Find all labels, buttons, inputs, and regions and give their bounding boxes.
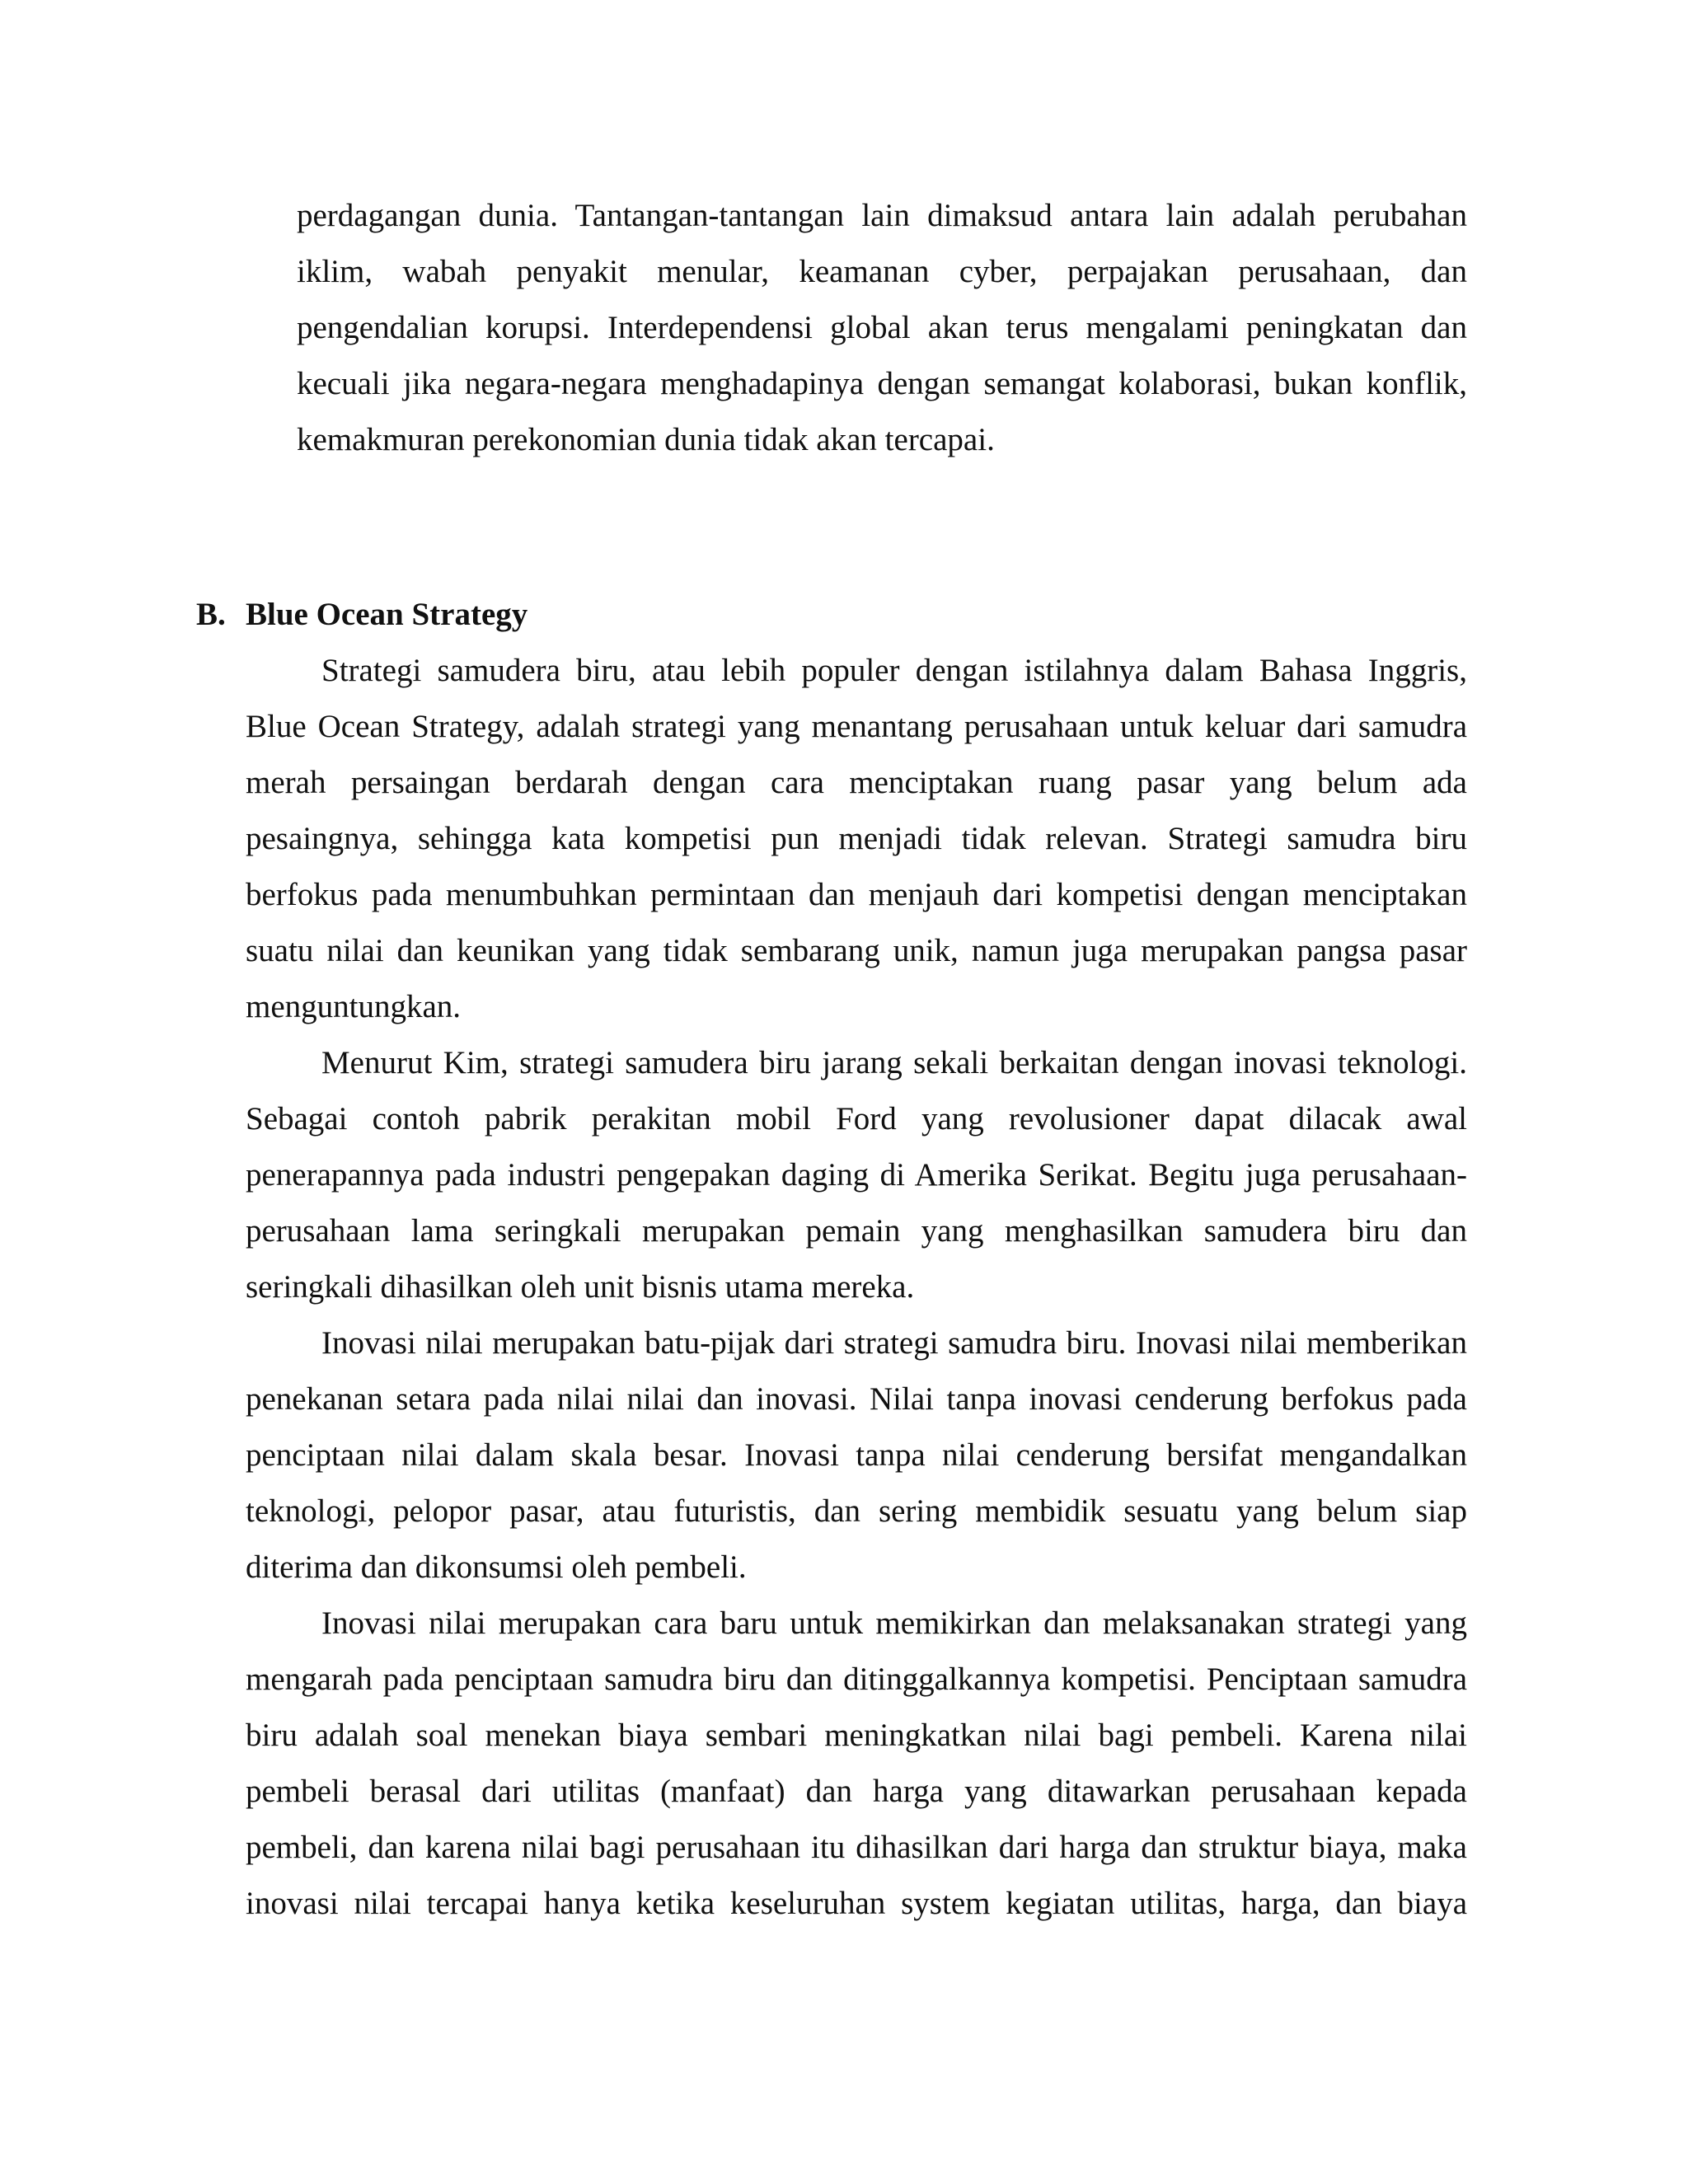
text-line: seringkali dihasilkan oleh unit bisnis utama mereka.: [246, 1269, 915, 1305]
text-line: berfokus pada menumbuhkan permintaan dan menjauh dari kompetisi dengan menciptakan: [246, 877, 1467, 912]
text-line: kemakmuran perekonomian dunia tidak akan tercapai.: [297, 422, 995, 457]
text-line: iklim, wabah penyakit menular, keamanan cyber, perpajakan perusahaan, dan: [297, 254, 1467, 289]
text-line: Inovasi nilai merupakan batu-pijak dari strategi samudra biru. Inovasi nilai memberikan: [321, 1325, 1467, 1361]
text-line: perdagangan dunia. Tantangan-tantangan lain dimaksud antara lain adalah perubahan: [297, 198, 1467, 233]
text-line: teknologi, pelopor pasar, atau futuristis, dan sering membidik sesuatu yang belum siap: [246, 1493, 1467, 1529]
text-line: pesaingnya, sehingga kata kompetisi pun menjadi tidak relevan. Strategi samudra biru: [246, 821, 1467, 856]
text-line: perusahaan lama seringkali merupakan pemain yang menghasilkan samudera biru dan: [246, 1213, 1467, 1249]
text-line: Menurut Kim, strategi samudera biru jarang sekali berkaitan dengan inovasi teknologi.: [321, 1045, 1467, 1080]
text-line: pembeli berasal dari utilitas (manfaat) dan harga yang ditawarkan perusahaan kepada: [246, 1774, 1467, 1809]
text-line: menguntungkan.: [246, 989, 462, 1024]
text-line: Sebagai contoh pabrik perakitan mobil Ford yang revolusioner dapat dilacak awal: [246, 1101, 1467, 1137]
text-line: penerapannya pada industri pengepakan daging di Amerika Serikat. Begitu juga perusahaan-: [246, 1157, 1467, 1193]
text-line: penekanan setara pada nilai nilai dan inovasi. Nilai tanpa inovasi cenderung berfokus pada: [246, 1381, 1467, 1417]
section-heading: [196, 595, 528, 635]
text-line: Blue Ocean Strategy, adalah strategi yang menantang perusahaan untuk keluar dari samudra: [246, 709, 1467, 744]
text-line: suatu nilai dan keunikan yang tidak sembarang unik, namun juga merupakan pangsa pasar: [246, 933, 1467, 968]
text-line: kecuali jika negara-negara menghadapinya dengan semangat kolaborasi, bukan konflik,: [297, 366, 1467, 401]
section-marker: B.: [196, 597, 226, 632]
text-line: merah persaingan berdarah dengan cara menciptakan ruang pasar yang belum ada: [246, 765, 1467, 800]
text-line: penciptaan nilai dalam skala besar. Inovasi tanpa nilai cenderung bersifat mengandalkan: [246, 1437, 1467, 1473]
text-line: Strategi samudera biru, atau lebih populer dengan istilahnya dalam Bahasa Inggris,: [321, 653, 1467, 688]
text-line: pengendalian korupsi. Interdependensi global akan terus mengalami peningkatan dan: [297, 310, 1467, 345]
text-line: diterima dan dikonsumsi oleh pembeli.: [246, 1549, 747, 1585]
text-line: pembeli, dan karena nilai bagi perusahaan itu dihasilkan dari harga dan struktur biaya, maka: [246, 1830, 1467, 1865]
text-line: biru adalah soal menekan biaya sembari meningkatkan nilai bagi pembeli. Karena nilai: [246, 1718, 1467, 1753]
text-line: Inovasi nilai merupakan cara baru untuk memikirkan dan melaksanakan strategi yang: [321, 1605, 1467, 1641]
section-title: Blue Ocean Strategy: [246, 597, 528, 632]
text-line: mengarah pada penciptaan samudra biru dan ditinggalkannya kompetisi. Penciptaan samudra: [246, 1661, 1467, 1697]
text-line: inovasi nilai tercapai hanya ketika keseluruhan system kegiatan utilitas, harga, dan biaya: [246, 1886, 1467, 1921]
